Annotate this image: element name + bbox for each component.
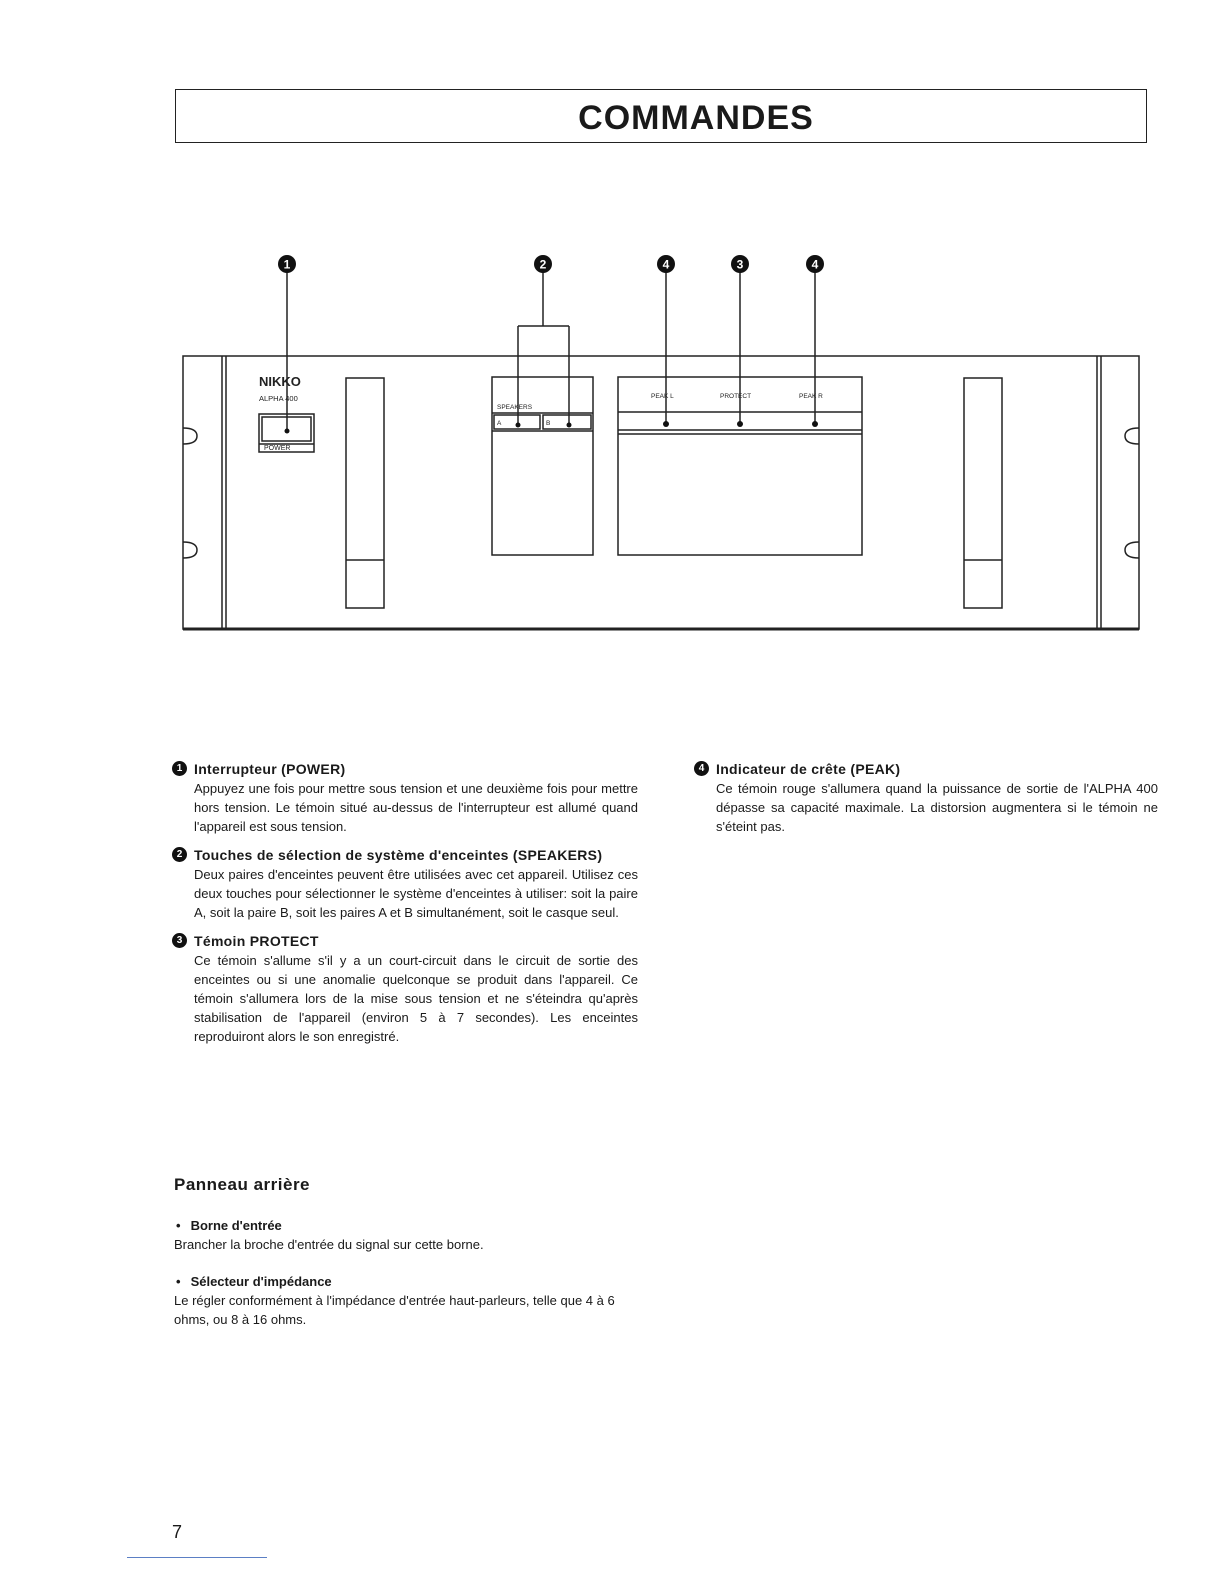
number-marker: 2 (172, 847, 187, 862)
model-label: ALPHA 400 (259, 394, 298, 403)
controls-left-column (172, 760, 638, 1056)
rear-item-input (174, 1216, 640, 1254)
callout-label-4b: 4 (811, 257, 819, 272)
rear-item-description: Brancher la broche d'entrée du signal sur cette borne. (174, 1237, 484, 1252)
control-title: Indicateur de crête (PEAK) (716, 761, 901, 777)
number-marker: 1 (172, 761, 187, 776)
callout-markers (278, 255, 824, 273)
control-item-power (172, 760, 638, 836)
rear-panel-title: Panneau arrière (174, 1175, 311, 1194)
rack-notch-right-top (1125, 428, 1139, 444)
protect-label: PROTECT (720, 393, 752, 400)
page-number: 7 (172, 1522, 183, 1542)
handle-right (964, 378, 1002, 608)
control-item-peak (694, 760, 1158, 836)
number-marker: 3 (172, 933, 187, 948)
rack-notch-left-bottom (183, 542, 197, 558)
control-description: Ce témoin rouge s'allumera quand la puissance de sortie de l'ALPHA 400 dépasse sa capacité maximale. La distorsion augmentera si le témoin ne s'éteint pas. (716, 781, 1158, 834)
peak-l-label: PEAK L (651, 393, 674, 400)
peak-r-led (812, 421, 818, 427)
controls-right-column (694, 760, 1158, 846)
peak-l-led (663, 421, 669, 427)
front-panel-diagram (0, 0, 1224, 700)
control-description: Deux paires d'enceintes peuvent être utilisées avec cet appareil. Utilisez ces deux touches pour sélectionner le système d'enceintes à utiliser: soit la paire A, soit la paire B, soit les paires A et B simultanément, soit le casque seul. (194, 867, 638, 920)
callout-label-3: 3 (736, 257, 744, 272)
brand-label: NIKKO (259, 374, 301, 389)
rear-item-title: • Sélecteur d'impédance (174, 1272, 640, 1291)
control-title: Témoin PROTECT (194, 933, 319, 949)
power-label: POWER (264, 445, 291, 452)
page-title: COMMANDES (578, 98, 814, 137)
callout-label-2: 2 (539, 257, 547, 272)
control-item-speakers (172, 846, 638, 922)
control-description: Ce témoin s'allume s'il y a un court-circuit dans le circuit de sortie des enceintes ou si une anomalie quelconque se produit dans l'appareil. Ce témoin s'allumera lors de la mise sous tension et ne s'éteindra qu'après stabilisation de l'appareil (environ 5 à 7 secondes). Les enceintes reproduiront alors le son enregistré. (194, 953, 638, 1044)
control-description: Appuyez une fois pour mettre sous tension et une deuxième fois pour mettre hors tension. Le témoin situé au-dessus de l'interrupteur est allumé quand l'appareil est sous tension. (194, 781, 638, 834)
speaker-b-label: B (546, 420, 551, 427)
handle-left (346, 378, 384, 608)
rear-item-description: Le régler conformément à l'impédance d'entrée haut-parleurs, telle que 4 à 6 ohms, ou 8 à 16 ohms. (174, 1293, 615, 1327)
number-marker: 4 (694, 761, 709, 776)
rear-item-title: • Borne d'entrée (174, 1216, 640, 1235)
speakers-label: SPEAKERS (497, 404, 533, 411)
peak-r-label: PEAK R (799, 393, 823, 400)
speaker-a-label: A (497, 420, 502, 427)
callout-label-1: 1 (283, 257, 291, 272)
control-title: Touches de sélection de système d'enceintes (SPEAKERS) (194, 847, 603, 863)
rack-notch-left-top (183, 428, 197, 444)
control-title: Interrupteur (POWER) (194, 761, 346, 777)
rear-item-impedance (174, 1272, 640, 1329)
rack-notch-right-bottom (1125, 542, 1139, 558)
callout-label-4a: 4 (662, 257, 670, 272)
control-item-protect (172, 932, 638, 1046)
bottom-rule (127, 1557, 267, 1558)
protect-led (737, 421, 743, 427)
